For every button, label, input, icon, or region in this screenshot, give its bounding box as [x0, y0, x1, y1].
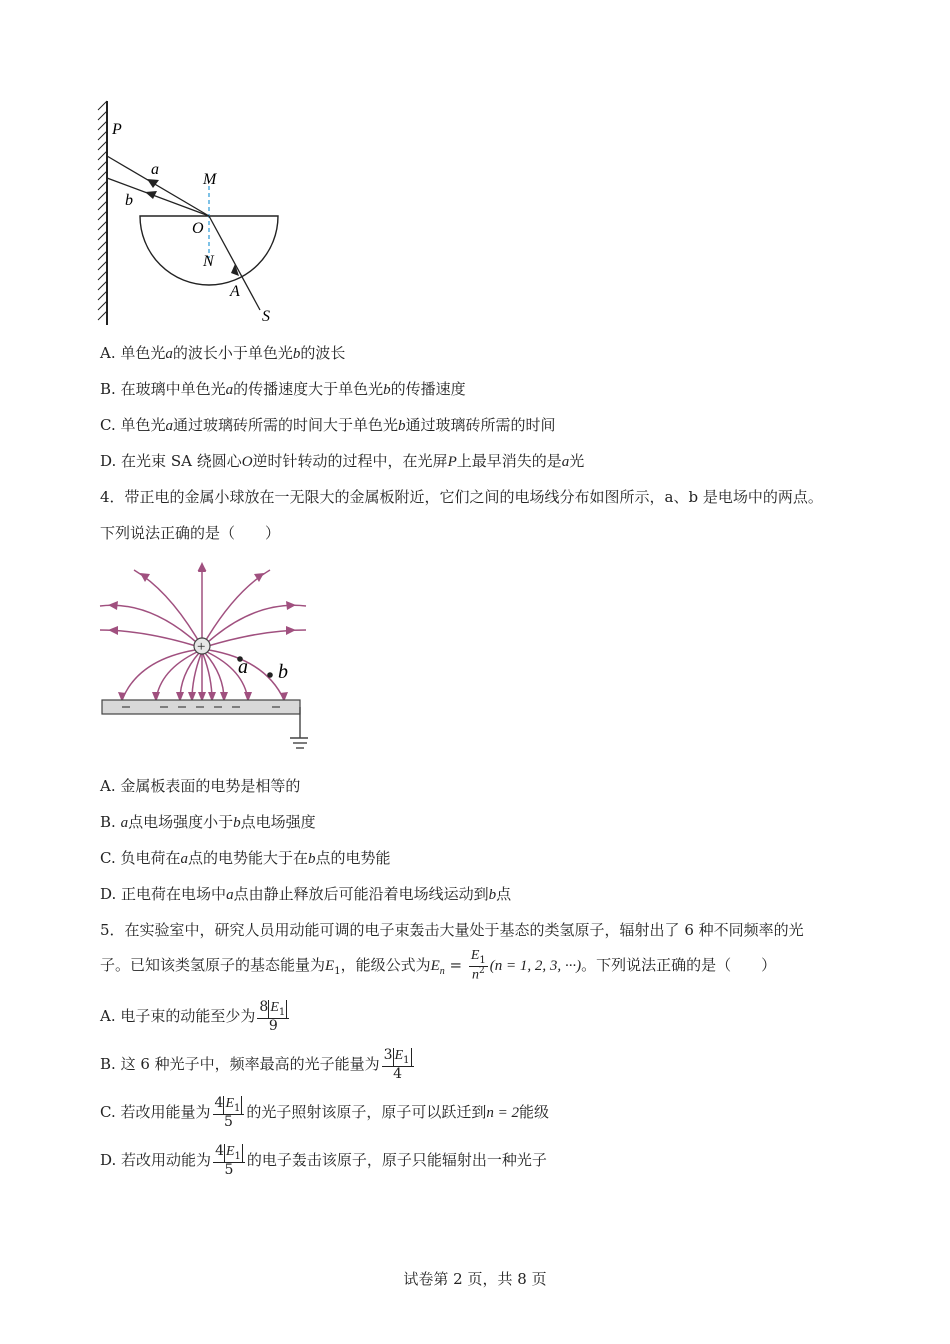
page-footer: 试卷第 2 页，共 8 页	[403, 1270, 547, 1288]
figure-semicircle-refraction	[95, 98, 295, 328]
label-N: N	[203, 253, 214, 270]
energy-formula-fraction: $\frac{E_1}{n^2}$	[470, 948, 486, 983]
label-A: A	[230, 283, 240, 300]
q4-option-d: D. 正电荷在电场中a点由静止释放后可能沿着电场线运动到b点	[100, 885, 512, 903]
q4-option-b: B. a点电场强度小于b点电场强度	[100, 813, 316, 831]
plus-sign: +	[196, 639, 207, 655]
label-b: b	[278, 661, 288, 683]
ray-a-arrow	[147, 179, 159, 188]
label-O: O	[192, 220, 204, 237]
q4-option-a: A. 金属板表面的电势是相等的	[100, 777, 301, 795]
q5-option-a: A. 电子束的动能至少为 $\frac{8 E_1}{9}$	[100, 1000, 291, 1033]
q3-option-a: A. 单色光a的波长小于单色光b的波长	[100, 344, 346, 362]
q3-option-d: D. 在光束 SA 绕圆心O逆时针转动的过程中，在光屏P上最早消失的是a光	[100, 452, 585, 470]
point-b-dot	[267, 672, 273, 678]
label-a: a	[238, 656, 248, 678]
label-a: a	[151, 161, 159, 178]
q5-stem-line2: 子。已知该类氢原子的基态能量为$E_1$，能级公式为$E_n$ = $\frac{E_1}{n^2}$ (n = 1, 2, 3, ···)。下列说法正确的是（ ）	[100, 948, 777, 983]
q5-option-b: B. 这 6 种光子中，频率最高的光子能量为 $\frac{3 E_1}{4}$	[100, 1048, 416, 1081]
wall-hatching	[98, 101, 107, 320]
q3-option-b: B. 在玻璃中单色光a的传播速度大于单色光b的传播速度	[100, 380, 466, 398]
figure-electric-field	[98, 560, 308, 755]
q3-option-c: C. 单色光a通过玻璃砖所需的时间大于单色光b通过玻璃砖所需的时间	[100, 416, 556, 434]
label-M: M	[203, 171, 217, 188]
label-S: S	[262, 308, 270, 325]
q5-option-c: C. 若改用能量为 $\frac{4 E_1}{5}$ 的光子照射该原子，原子可以跃迁到n = 2能级	[100, 1095, 550, 1130]
q4-stem-line1: 4．带正电的金属小球放在一无限大的金属板附近，它们之间的电场线分布如图所示，a、b 是电场中的两点。	[100, 488, 823, 506]
ray-b	[107, 178, 209, 216]
field-lines	[100, 564, 306, 700]
q4-option-c: C. 负电荷在a点的电势能大于在b点的电势能	[100, 849, 391, 867]
ray-b-arrow	[145, 191, 157, 199]
q5-option-d: D. 若改用动能为 $\frac{4 E_1}{5}$ 的电子轰击该原子，原子只能辐射出一种光子	[100, 1143, 547, 1178]
q4-stem-line2: 下列说法正确的是（ ）	[100, 524, 281, 542]
q5-stem-line1: 5．在实验室中，研究人员用动能可调的电子束轰击大量处于基态的类氢原子，辐射出了 6 种不同频率的光	[100, 921, 804, 939]
label-b: b	[125, 192, 133, 209]
label-P: P	[112, 121, 122, 138]
